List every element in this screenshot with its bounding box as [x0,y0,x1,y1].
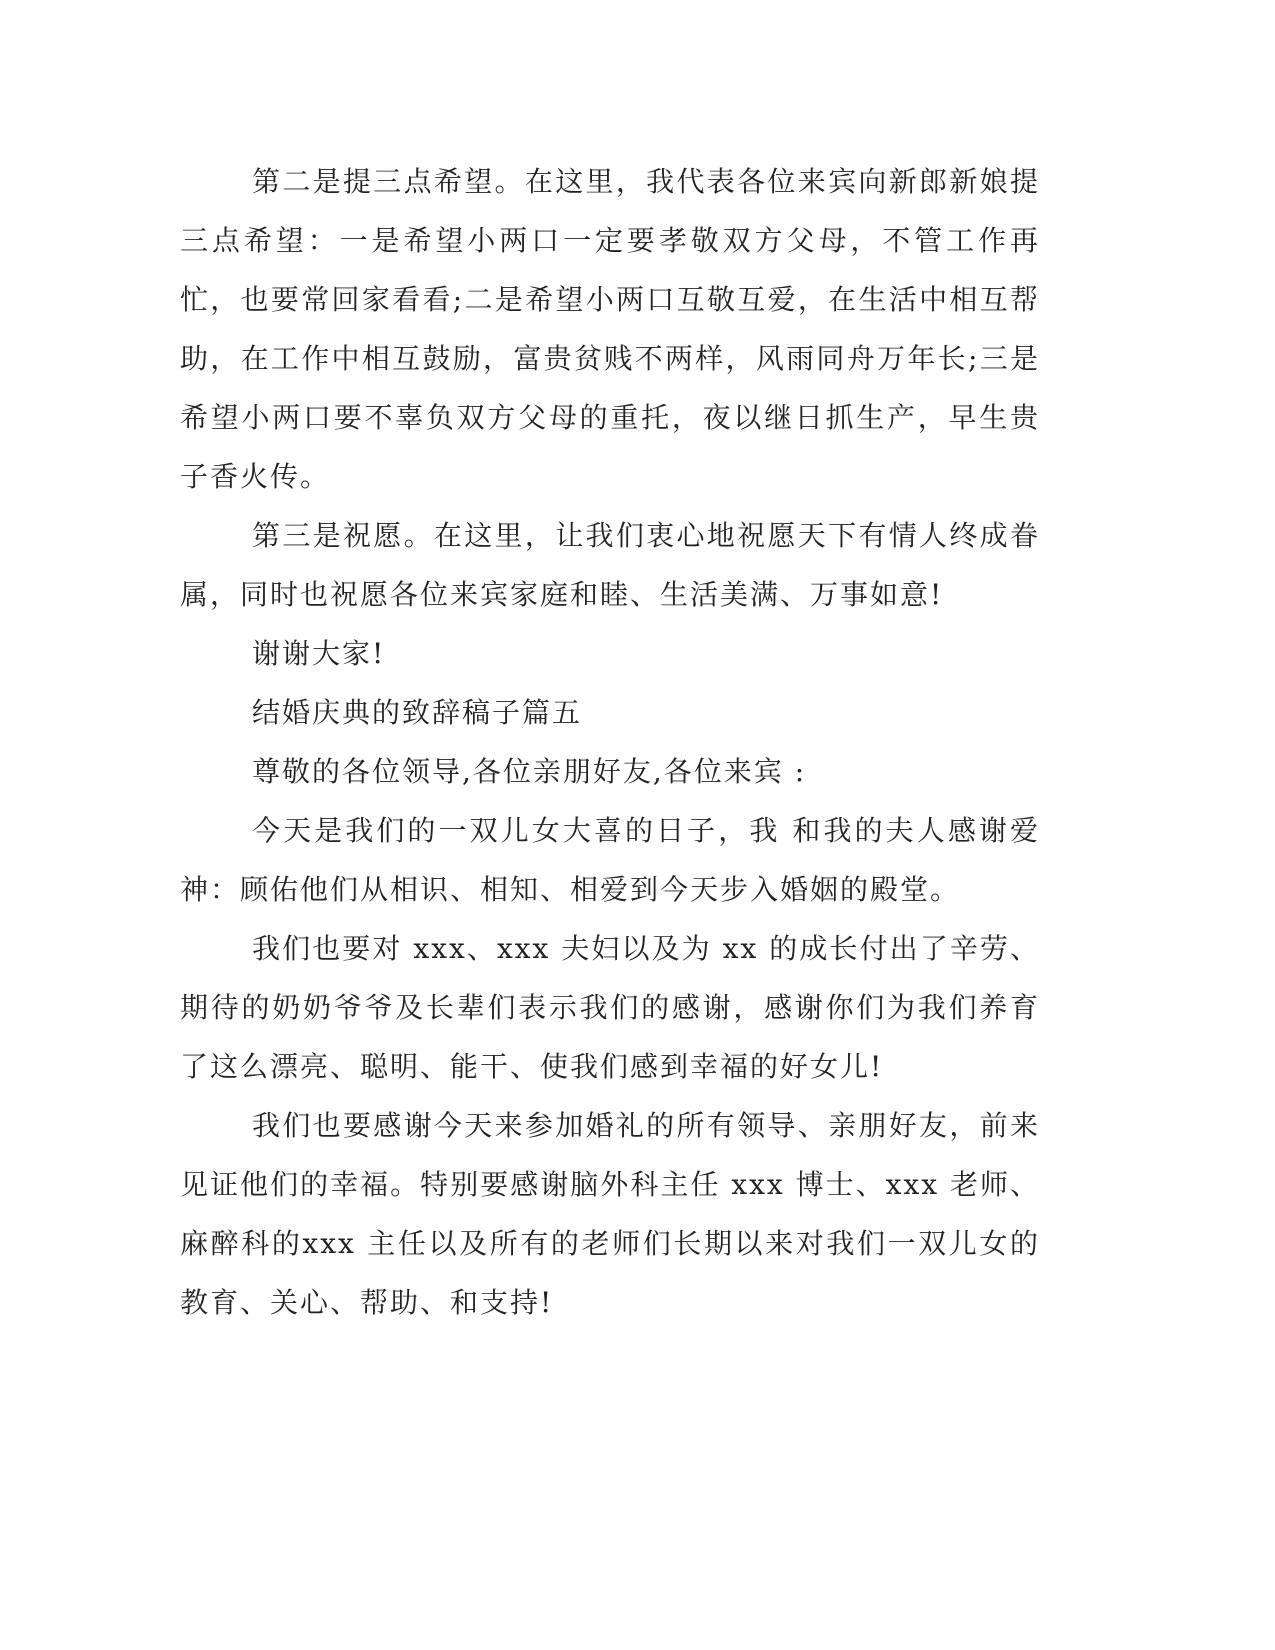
paragraph-hopes: 第二是提三点希望。在这里，我代表各位来宾向新郎新娘提三点希望：一是希望小两口一定要孝敬双方父母，不管工作再忙，也要常回家看看;二是希望小两口互敬互爱，在生活中相互帮助，在工作中相互鼓励，富贵贫贱不两样，风雨同舟万年长;三是希望小两口要不辜负双方父母的重托，夜以继日抓生产，早生贵子香火传。 [180,165,1040,493]
paragraph-thanks: 谢谢大家! [252,637,386,670]
paragraph-thanks-family: 我们也要对 xxx、xxx 夫妇以及为 xx 的成长付出了辛劳、期待的奶奶爷爷及长辈们表示我们的感谢，感谢你们为我们养育了这么漂亮、聪明、能干、使我们感到幸福的好女儿! [180,932,1040,1083]
section-heading: 结婚庆典的致辞稿子篇五 [252,696,583,729]
paragraph-thanks-guests: 我们也要感谢今天来参加婚礼的所有领导、亲朋好友，前来见证他们的幸福。特别要感谢脑外科主任 xxx 博士、xxx 老师、麻醉科的xxx 主任以及所有的老师们长期以来对我们一双儿女的教育、关心、帮助、和支持! [180,1109,1040,1319]
document-body [180,152,1040,1332]
paragraph-wishes: 第三是祝愿。在这里，让我们衷心地祝愿天下有情人终成眷属，同时也祝愿各位来宾家庭和睦、生活美满、万事如意! [180,519,1040,611]
salutation: 尊敬的各位领导,各位亲朋好友,各位来宾 : [252,755,807,788]
paragraph-wedding-day: 今天是我们的一双儿女大喜的日子，我 和我的夫人感谢爱神：顾佑他们从相识、相知、相爱到今天步入婚姻的殿堂。 [180,814,1040,906]
